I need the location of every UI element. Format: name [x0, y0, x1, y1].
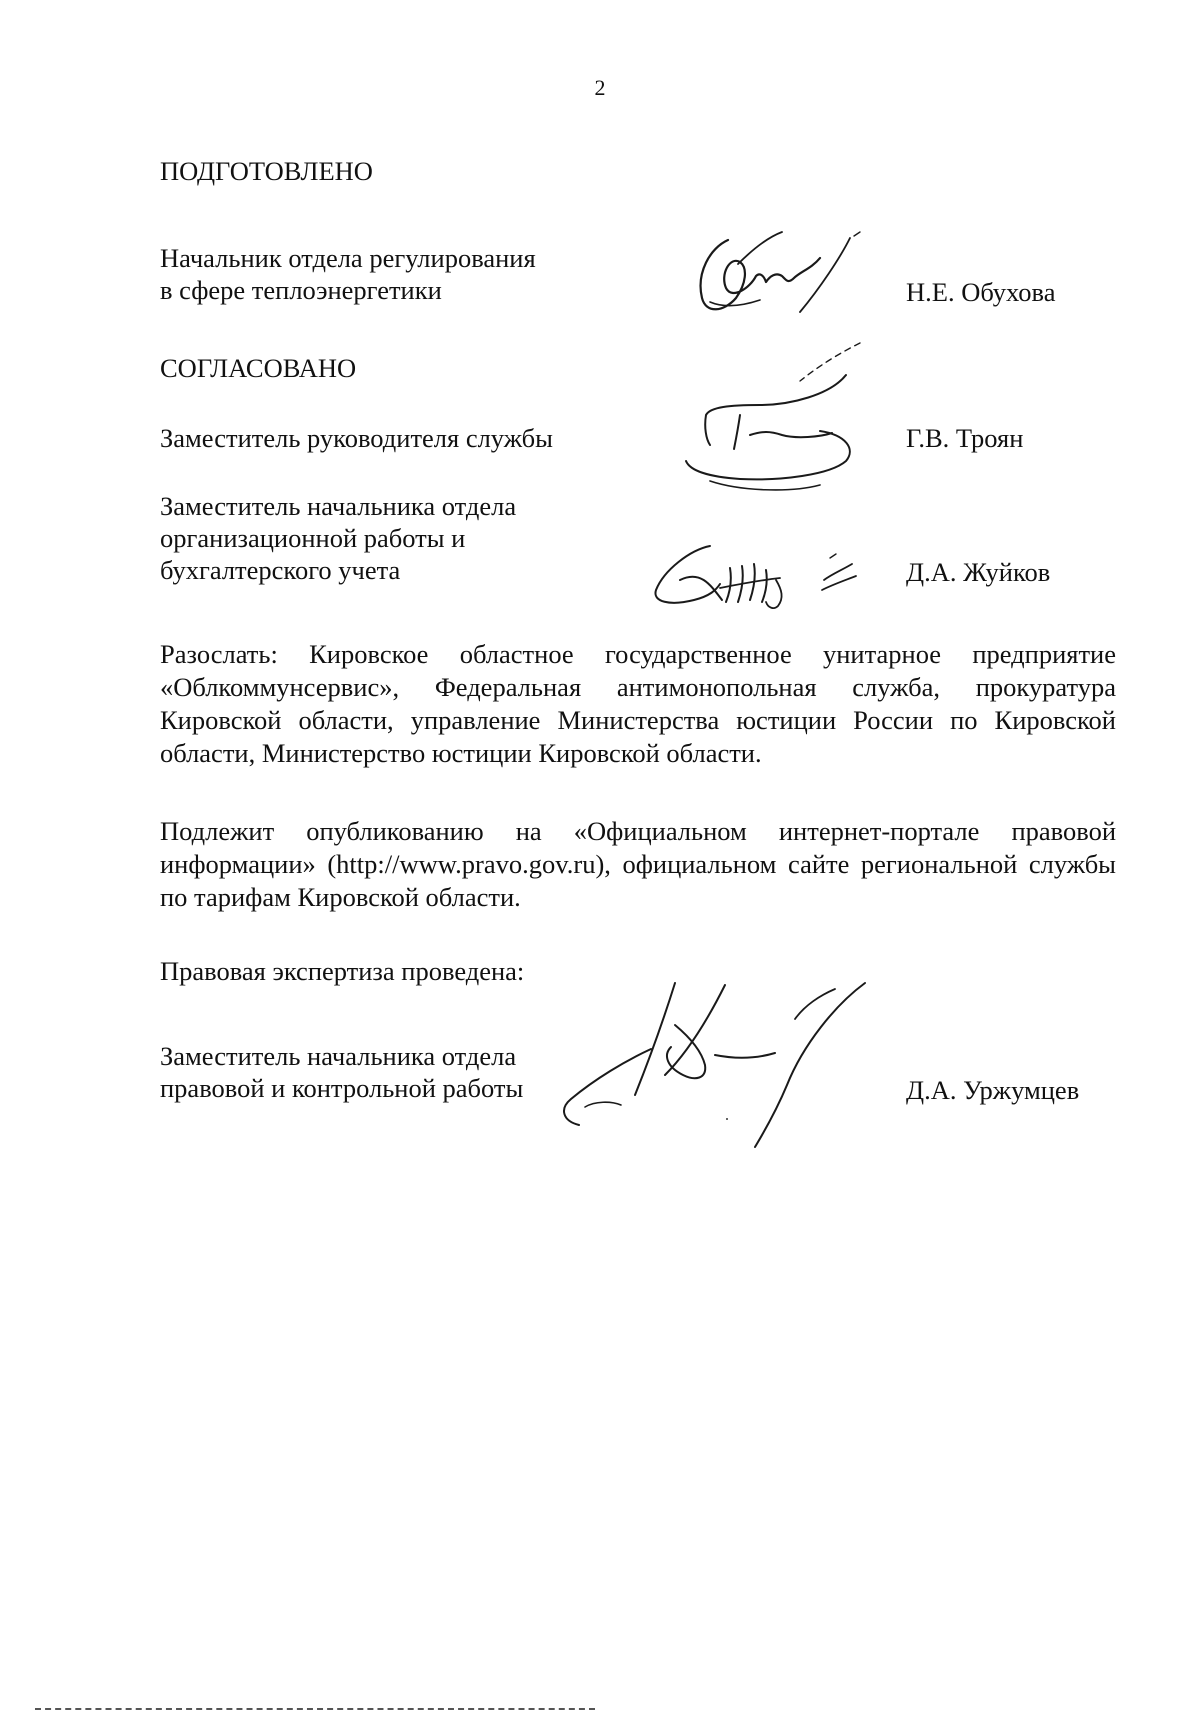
publication-paragraph: Подлежит опубликованию на «Официальном интернет-портале правовой информации» (http://www.pravo.gov.ru), официальном сайте региональной службы по тарифам Кировской области.: [160, 816, 1116, 912]
page-number: 2: [594, 75, 606, 100]
prepared-name: Н.Е. Обухова: [906, 277, 1056, 307]
bottom-scan-line: [35, 1708, 595, 1710]
agreed-signer-1-position-line: Заместитель руководителя службы: [160, 423, 553, 453]
prepared-position: [160, 242, 536, 306]
agreed-signer-2-position-line: бухгалтерского учета: [160, 555, 401, 585]
prepared-position-line: Начальник отдела регулирования: [160, 243, 536, 273]
agreed-signer-2-position-line: Заместитель начальника отдела: [160, 491, 517, 521]
agreed-signer-2-position-line: организационной работы и: [160, 523, 466, 553]
legal-review-name: Д.А. Уржумцев: [906, 1075, 1080, 1105]
distribution-paragraph: Разослать: Кировское областное государственное унитарное предприятие «Облкоммунсервис», Федеральная антимонопольная служба, прокуратура Кировской области, управление Министерства юстиции России по Кировской области, Министерство юстиции Кировской области.: [160, 639, 1116, 768]
agreed-signer-1-name: Г.В. Троян: [906, 423, 1024, 453]
legal-review-position: [160, 1040, 523, 1104]
legal-review-heading: Правовая экспертиза проведена:: [160, 956, 525, 986]
agreed-signer-2-position: [160, 490, 516, 586]
agreed-signer-1-position: [160, 422, 553, 454]
prepared-heading: ПОДГОТОВЛЕНО: [160, 156, 373, 186]
signature-zhuikov: [650, 540, 880, 620]
signature-obukhova: [690, 228, 880, 328]
signature-troyan: [670, 335, 880, 505]
legal-review-position-line: правовой и контрольной работы: [160, 1073, 524, 1103]
signature-urzhumtsev: [555, 975, 885, 1150]
prepared-position-line: в сфере теплоэнергетики: [160, 275, 442, 305]
agreed-signer-2-name: Д.А. Жуйков: [906, 557, 1051, 587]
legal-review-position-line: Заместитель начальника отдела: [160, 1041, 517, 1071]
stray-mark: [726, 1118, 728, 1120]
agreed-heading: СОГЛАСОВАНО: [160, 353, 357, 383]
